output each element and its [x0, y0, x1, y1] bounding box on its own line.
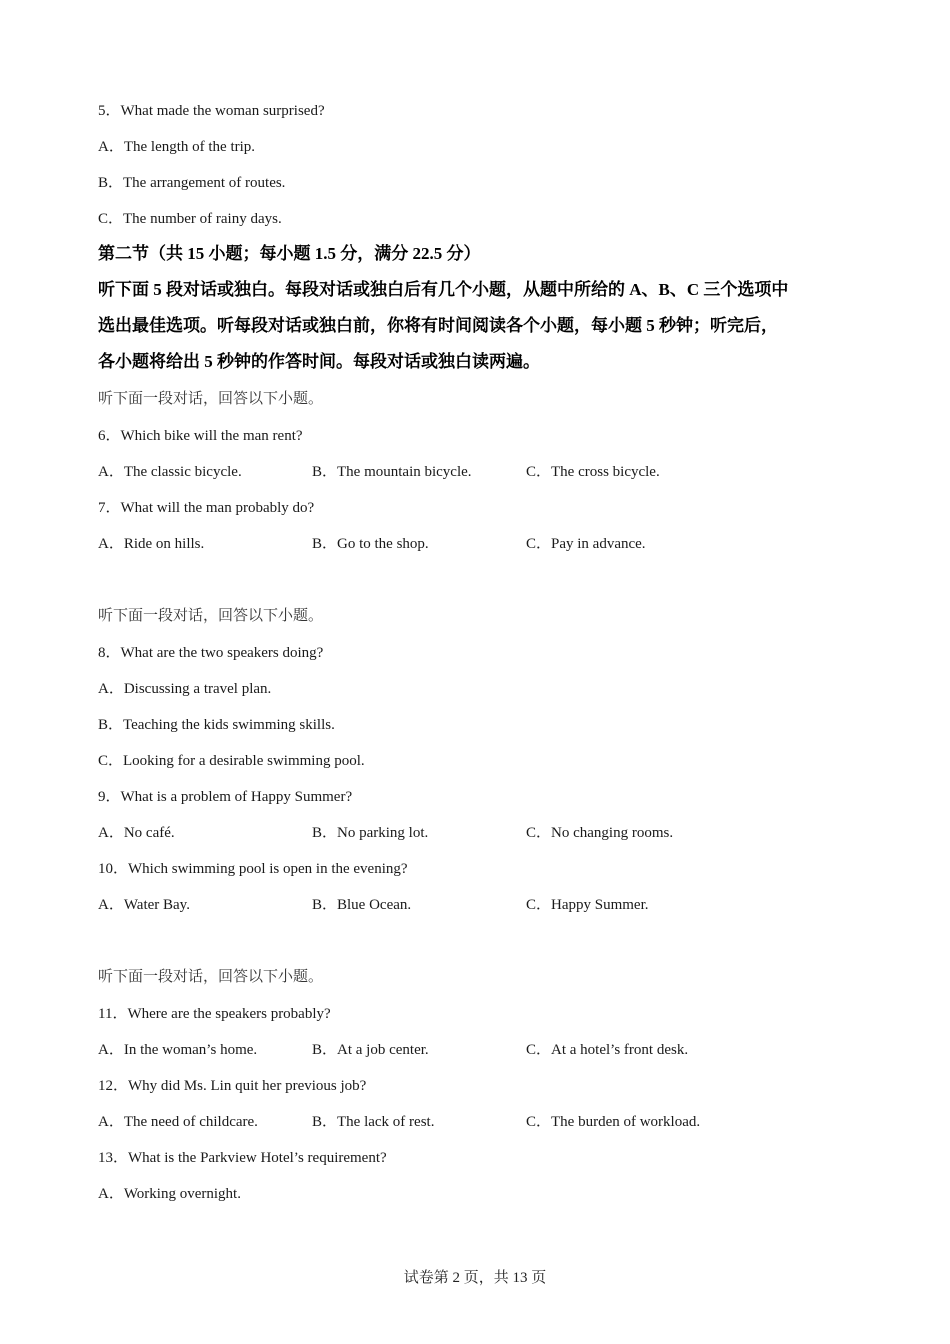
q13-option-a: A．Working overnight.	[98, 1186, 241, 1202]
q10-option-c: C．Happy Summer.	[526, 897, 649, 913]
section-instruction-line-3: 各小题将给出 5 秒钟的作答时间。每段对话或独白读两遍。	[98, 352, 540, 371]
q5-option-b: B．The arrangement of routes.	[98, 175, 286, 191]
question-13: 13．What is the Parkview Hotel’s requirement?	[98, 1150, 387, 1166]
q6-option-a: A．The classic bicycle.	[98, 464, 242, 480]
q7-option-a: A．Ride on hills.	[98, 536, 205, 552]
q12-option-b: B．The lack of rest.	[312, 1114, 435, 1130]
question-11: 11．Where are the speakers probably?	[98, 1006, 331, 1022]
q6-option-c: C．The cross bicycle.	[526, 464, 660, 480]
question-10: 10．Which swimming pool is open in the evening?	[98, 861, 408, 877]
q8-option-b: B．Teaching the kids swimming skills.	[98, 717, 335, 733]
q6-option-b: B．The mountain bicycle.	[312, 464, 472, 480]
question-6: 6．Which bike will the man rent?	[98, 428, 303, 444]
q10-option-a: A．Water Bay.	[98, 897, 190, 913]
q9-option-a: A．No café.	[98, 825, 175, 841]
q11-option-a: A．In the woman’s home.	[98, 1042, 258, 1058]
question-7: 7．What will the man probably do?	[98, 500, 315, 516]
question-5: 5．What made the woman surprised?	[98, 103, 325, 119]
q8-option-a: A．Discussing a travel plan.	[98, 681, 272, 697]
group-2-intro: 听下面一段对话，回答以下小题。	[98, 608, 324, 624]
question-12: 12．Why did Ms. Lin quit her previous job?	[98, 1078, 367, 1094]
q5-option-c: C．The number of rainy days.	[98, 211, 282, 227]
page-footer: 试卷第 2 页，共 13 页	[403, 1270, 547, 1286]
q5-option-a: A．The length of the trip.	[98, 139, 256, 155]
group-1-intro: 听下面一段对话，回答以下小题。	[98, 391, 324, 407]
section-heading: 第二节（共 15 小题；每小题 1.5 分，满分 22.5 分）	[98, 244, 481, 263]
q9-option-b: B．No parking lot.	[312, 825, 429, 841]
question-8: 8．What are the two speakers doing?	[98, 645, 324, 661]
q12-option-c: C．The burden of workload.	[526, 1114, 701, 1130]
q11-option-c: C．At a hotel’s front desk.	[526, 1042, 689, 1058]
q9-option-c: C．No changing rooms.	[526, 825, 674, 841]
q12-option-a: A．The need of childcare.	[98, 1114, 258, 1130]
q7-option-c: C．Pay in advance.	[526, 536, 646, 552]
section-instruction-line-2: 选出最佳选项。听每段对话或独白前，你将有时间阅读各个小题，每小题 5 秒钟；听完后，	[98, 316, 778, 335]
q10-option-b: B．Blue Ocean.	[312, 897, 412, 913]
q8-option-c: C．Looking for a desirable swimming pool.	[98, 753, 365, 769]
q11-option-b: B．At a job center.	[312, 1042, 429, 1058]
q7-option-b: B．Go to the shop.	[312, 536, 429, 552]
section-instruction-line-1: 听下面 5 段对话或独白。每段对话或独白后有几个小题，从题中所给的 A、B、C 三个选项中	[98, 280, 789, 299]
question-9: 9．What is a problem of Happy Summer?	[98, 789, 353, 805]
group-3-intro: 听下面一段对话，回答以下小题。	[98, 969, 324, 985]
